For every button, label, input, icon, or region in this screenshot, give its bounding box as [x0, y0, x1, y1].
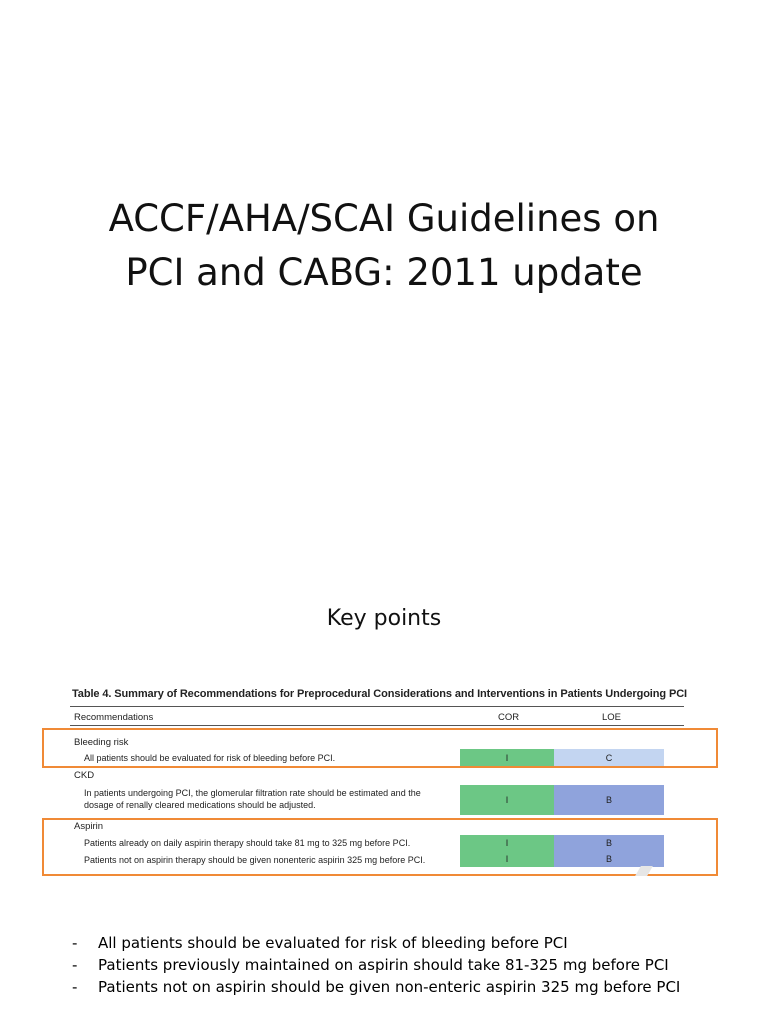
key-points-list [72, 932, 680, 998]
row-bleeding-loe: C [554, 749, 664, 766]
bullet-item [72, 954, 680, 976]
bullet-item [72, 976, 680, 998]
header-cor: COR [498, 712, 520, 723]
table-header-rule [70, 725, 684, 726]
section-aspirin: Aspirin [74, 821, 104, 832]
row-ckd-loe: B [554, 785, 664, 815]
row-ckd-cor: I [460, 785, 554, 815]
table-top-rule [70, 706, 684, 707]
highlight-box-aspirin [42, 818, 718, 876]
slide-title-line-1: ACCF/AHA/SCAI Guidelines on [108, 197, 660, 240]
header-recommendations: Recommendations [74, 712, 154, 723]
header-loe: LOE [602, 712, 622, 723]
row-aspirin-1-text: Patients already on daily aspirin therapy should take 81 mg to 325 mg before PCI. [84, 838, 411, 848]
bullet-text: Patients not on aspirin should be given non-enteric aspirin 325 mg before PCI [98, 978, 681, 996]
slide-title [0, 192, 768, 300]
row-aspirin-2-cor: I [460, 851, 554, 867]
row-aspirin-1-cor: I [460, 835, 554, 851]
row-ckd-text-line-2: dosage of renally cleared medications should be adjusted. [84, 800, 316, 810]
bullet-dash: - [72, 934, 78, 952]
row-aspirin-1-loe: B [554, 835, 664, 851]
highlight-box-bleeding [42, 728, 718, 768]
row-ckd-text-line-1: In patients undergoing PCI, the glomerular filtration rate should be estimated and the [84, 788, 421, 798]
table-caption: Table 4. Summary of Recommendations for Preprocedural Considerations and Interventions in Patients Undergoing PCI [72, 688, 687, 700]
slide-title-line-2: PCI and CABG: 2011 update [125, 251, 643, 294]
row-bleeding-text: All patients should be evaluated for risk of bleeding before PCI. [84, 753, 336, 763]
slide-subtitle: Key points [326, 606, 442, 631]
section-ckd: CKD [74, 770, 95, 781]
row-aspirin-2-loe: B [554, 851, 664, 867]
bullet-text: Patients previously maintained on aspirin should take 81-325 mg before PCI [98, 956, 669, 974]
row-bleeding-cor: I [460, 749, 554, 766]
bullet-dash: - [72, 978, 78, 996]
bullet-dash: - [72, 956, 78, 974]
bullet-text: All patients should be evaluated for risk of bleeding before PCI [98, 934, 568, 952]
bullet-item [72, 932, 680, 954]
section-bleeding-risk: Bleeding risk [74, 737, 129, 748]
row-aspirin-2-text: Patients not on aspirin therapy should be given nonenteric aspirin 325 mg before PCI. [84, 855, 426, 865]
